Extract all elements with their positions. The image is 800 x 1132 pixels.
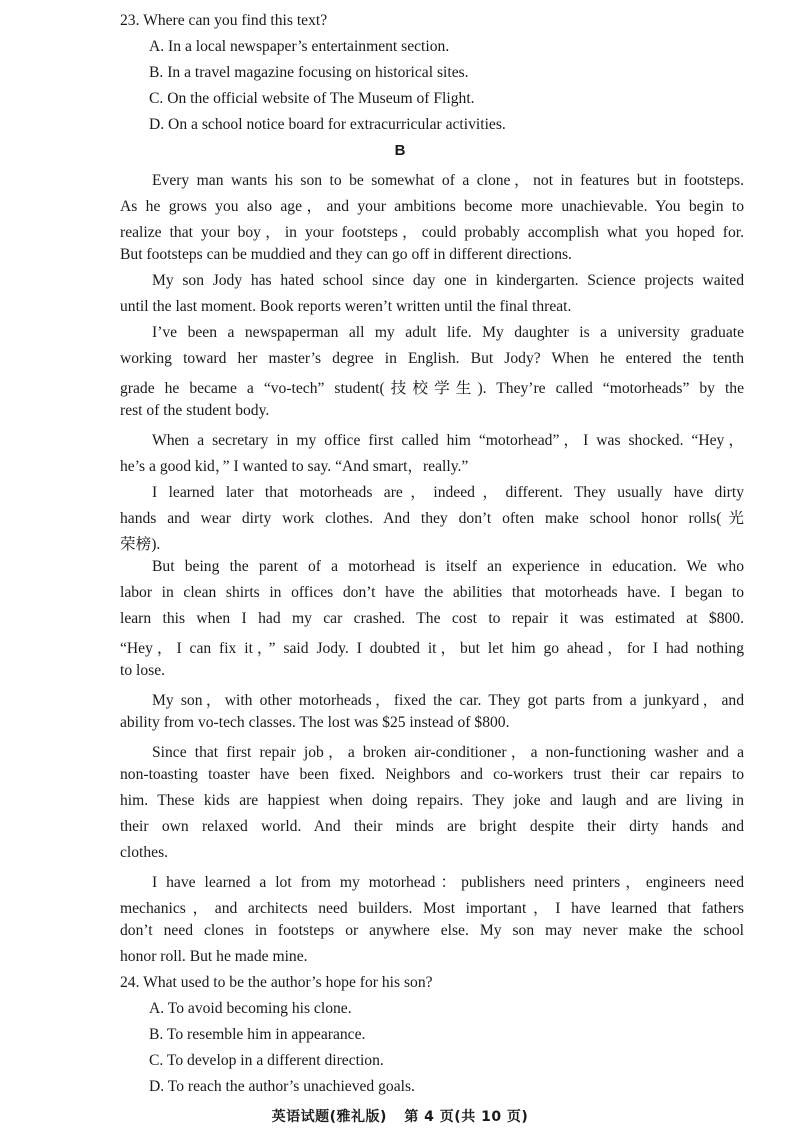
question-23-option-a: A. In a local newspaper’s entertainment section. <box>149 38 450 55</box>
question-23-option-d: D. On a school notice board for extracurricular activities. <box>149 116 506 133</box>
question-24-option-a: A. To avoid becoming his clone. <box>149 1000 352 1017</box>
passage-line: I learned later that motorheads are，indeed，different. They usually have dirty <box>152 484 744 501</box>
passage-line: rest of the student body. <box>120 402 270 419</box>
passage-line: don’t need clones in footsteps or anywhere else. My son may never make the school <box>120 922 744 939</box>
passage-line: grade he became a “vo-tech” student(技校学生). They’re called “motorheads” by the <box>120 380 744 397</box>
page-footer <box>0 1106 800 1126</box>
passage-line: My son Jody has hated school since day one in kindergarten. Science projects waited <box>152 272 744 289</box>
question-23-option-c: C. On the official website of The Museum of Flight. <box>149 90 475 107</box>
question-24-option-b: B. To resemble him in appearance. <box>149 1026 366 1043</box>
section-heading: B <box>394 142 406 159</box>
passage-line: As he grows you also age，and your ambitions become more unachievable. You begin to <box>120 198 744 215</box>
passage-line: My son，with other motorheads，fixed the car. They got parts from a junkyard，and <box>152 692 744 709</box>
passage-line: 荣榜). <box>120 536 161 553</box>
passage-line: Since that first repair job，a broken air-conditioner，a non-functioning washer and a <box>152 744 744 761</box>
footer-page-number: 第 4 页(共 10 页) <box>404 1109 529 1125</box>
passage-line: he’s a good kid，” I wanted to say. “And smart，really.” <box>120 458 469 475</box>
passage-line: working toward her master’s degree in English. But Jody? When he entered the tenth <box>120 350 744 367</box>
passage-line: learn this when I had my car crashed. The cost to repair it was estimated at $800. <box>120 610 744 627</box>
passage-line: honor roll. But he made mine. <box>120 948 308 965</box>
passage-line: “Hey，I can fix it，” said Jody. I doubted it，but let him go ahead，for I had nothing <box>120 640 744 657</box>
footer-title: 英语试题(雅礼版) <box>271 1109 387 1125</box>
passage-line: to lose. <box>120 662 166 679</box>
passage-line: mechanics，and architects need builders. Most important，I have learned that fathers <box>120 900 744 917</box>
passage-line: labor in clean shirts in offices don’t have the abilities that motorheads have. I began to <box>120 584 744 601</box>
passage-line: realize that your boy，in your footsteps，could probably accomplish what you hoped for. <box>120 224 744 241</box>
question-24-option-c: C. To develop in a different direction. <box>149 1052 384 1069</box>
passage-line: I’ve been a newspaperman all my adult life. My daughter is a university graduate <box>152 324 744 341</box>
question-24-option-d: D. To reach the author’s unachieved goals. <box>149 1078 415 1095</box>
passage-line: I have learned a lot from my motorhead：publishers need printers，engineers need <box>152 874 744 891</box>
passage-line: clothes. <box>120 844 169 861</box>
passage-line: ability from vo-tech classes. The lost was $25 instead of $800. <box>120 714 510 731</box>
passage-line: until the last moment. Book reports weren’t written until the final threat. <box>120 298 572 315</box>
question-23-stem: 23. Where can you find this text? <box>120 12 328 29</box>
passage-line: But being the parent of a motorhead is itself an experience in education. We who <box>152 558 744 575</box>
passage-line: But footsteps can be muddied and they can go off in different directions. <box>120 246 572 263</box>
passage-line: hands and wear dirty work clothes. And they don’t often make school honor rolls(光 <box>120 510 744 527</box>
passage-line: When a secretary in my office first called him “motorhead”，I was shocked. “Hey， <box>152 432 744 449</box>
passage-line: him. These kids are happiest when doing repairs. They joke and laugh and are living in <box>120 792 744 809</box>
passage-line: non-toasting toaster have been fixed. Neighbors and co-workers trust their car repairs to <box>120 766 744 783</box>
passage-line: Every man wants his son to be somewhat of a clone，not in features but in footsteps. <box>152 172 744 189</box>
question-23-option-b: B. In a travel magazine focusing on historical sites. <box>149 64 469 81</box>
question-24-stem: 24. What used to be the author’s hope for his son? <box>120 974 433 991</box>
passage-line: their own relaxed world. And their minds are bright despite their dirty hands and <box>120 818 744 835</box>
